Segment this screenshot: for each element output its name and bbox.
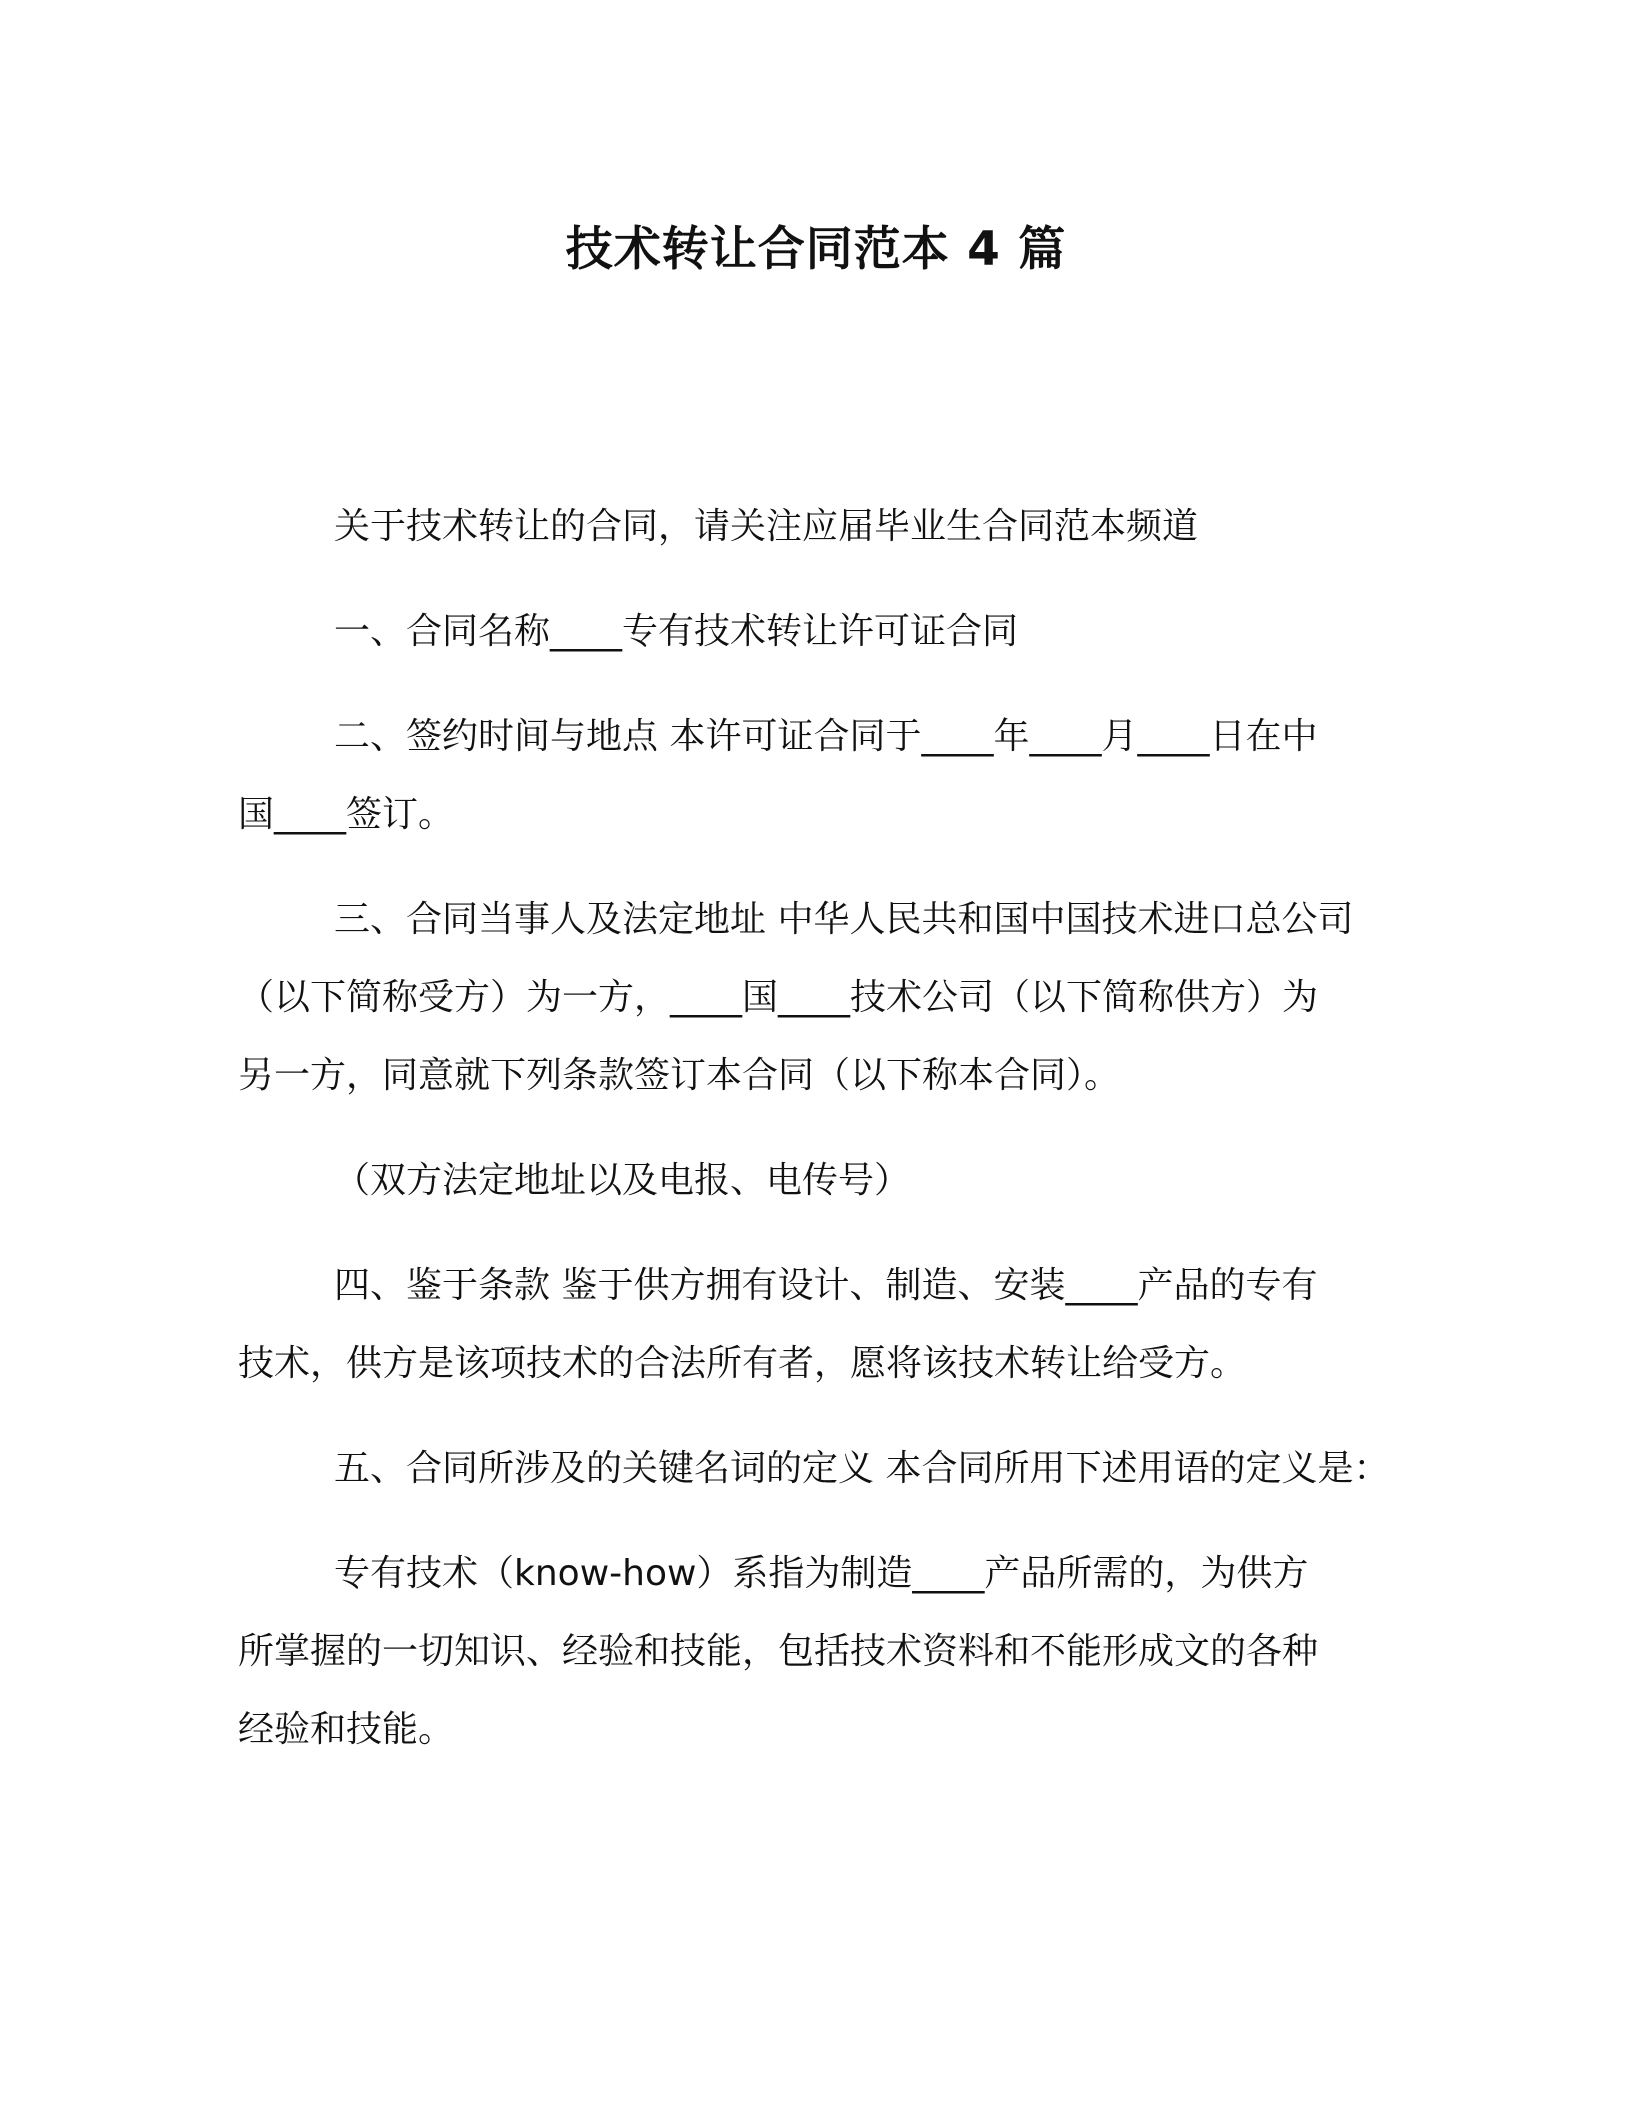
paragraph-definitions — [238, 1430, 1418, 1508]
paragraph-line: （以下简称受方）为一方，____国____技术公司（以下简称供方）为 — [238, 977, 1319, 1018]
paragraph-intro — [238, 488, 1418, 566]
paragraph-parties-note — [238, 1142, 1418, 1220]
document-title: 技术转让合同范本 4 篇 — [565, 222, 1067, 277]
paragraph-text: 关于技术转让的合同，请关注应届毕业生合同范本频道 — [334, 506, 1199, 547]
paragraph-signing-time-place — [238, 698, 1418, 854]
paragraph-line: 另一方，同意就下列条款签订本合同（以下称本合同）。 — [238, 1055, 1121, 1096]
paragraph-line: 五、合同所涉及的关键名词的定义 本合同所用下述用语的定义是： — [334, 1448, 1390, 1489]
paragraph-line: 经验和技能。 — [238, 1709, 455, 1750]
paragraph-line: 技术，供方是该项技术的合法所有者，愿将该技术转让给受方。 — [238, 1343, 1247, 1384]
paragraph-contract-name — [238, 593, 1418, 671]
paragraph-line: 四、鉴于条款 鉴于供方拥有设计、制造、安装____产品的专有 — [334, 1265, 1318, 1306]
paragraph-text: 一、合同名称____专有技术转让许可证合同 — [334, 611, 1019, 652]
paragraph-whereas — [238, 1247, 1418, 1403]
paragraph-line: 二、签约时间与地点 本许可证合同于____年____月____日在中 — [334, 716, 1318, 757]
paragraph-line: （双方法定地址以及电报、电传号） — [334, 1160, 911, 1201]
paragraph-line: 所掌握的一切知识、经验和技能，包括技术资料和不能形成文的各种 — [238, 1631, 1319, 1672]
paragraph-line: 国____签订。 — [238, 794, 455, 835]
paragraph-parties — [238, 881, 1418, 1115]
paragraph-line: 三、合同当事人及法定地址 中华人民共和国中国技术进口总公司 — [334, 899, 1354, 940]
paragraph-know-how — [238, 1535, 1418, 1769]
document-body — [238, 488, 1418, 1769]
paragraph-line: 专有技术（know-how）系指为制造____产品所需的，为供方 — [334, 1553, 1309, 1594]
